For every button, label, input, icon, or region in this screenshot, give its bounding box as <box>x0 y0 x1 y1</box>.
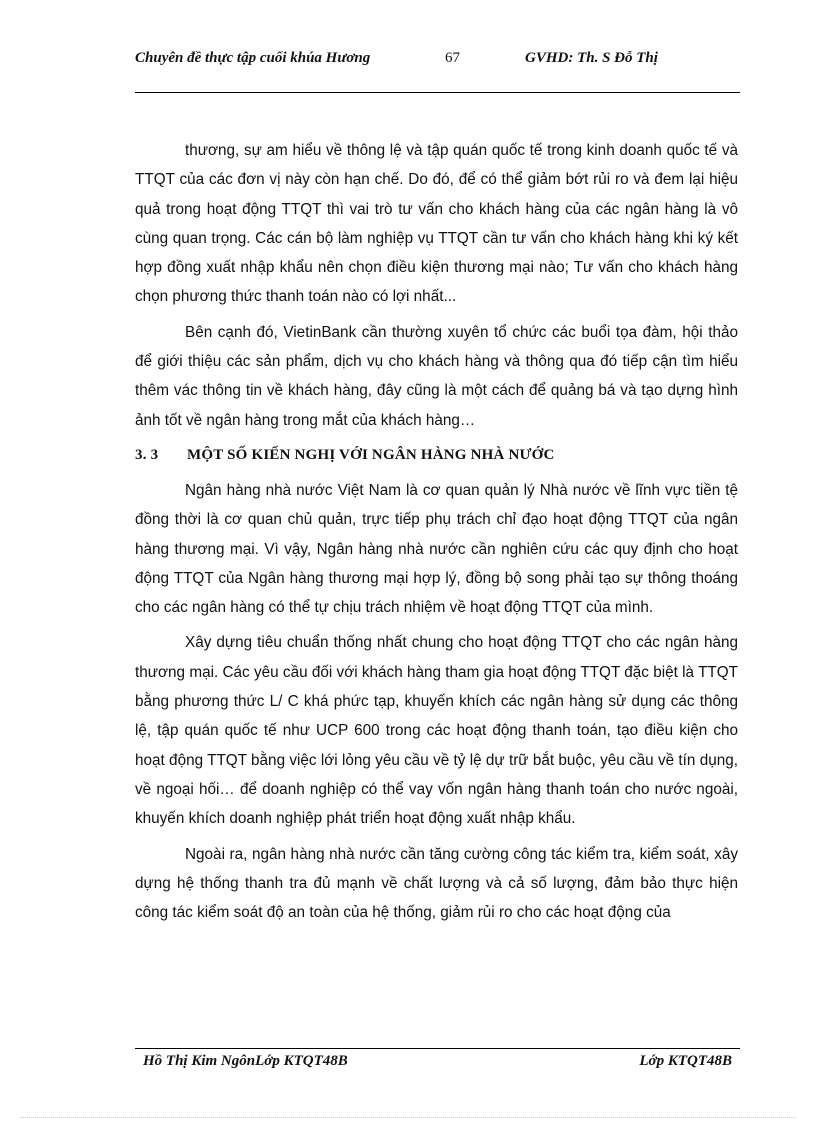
header-page-number: 67 <box>445 50 460 66</box>
body-paragraph-5: Ngoài ra, ngân hàng nhà nước cần tăng cường công tác kiểm tra, kiểm soát, xây dựng hệ thống thanh tra đủ mạnh về chất lượng và cả số lượng, đảm bảo thực hiện công tác kiểm soát độ an toàn của hệ thống, giảm rủi ro cho các hoạt động của <box>135 845 738 922</box>
body-paragraph-3: Ngân hàng nhà nước Việt Nam là cơ quan quản lý Nhà nước về lĩnh vực tiền tệ đồng thời là cơ quan chủ quản, trực tiếp phụ trách chỉ đạo hoạt động TTQT của ngân hàng thương mại. Vì vậy, Ngân hàng nhà nước cần nghiên cứu các quy định cho hoạt động TTQT của Ngân hàng thương mại hợp lý, đồng bộ song phải tạo sự thông thoáng cho các ngân hàng có thể tự chịu trách nhiệm về hoạt động TTQT của mình. <box>135 481 738 617</box>
section-heading <box>135 441 738 470</box>
page-header <box>135 48 740 93</box>
page-footer <box>135 1048 740 1075</box>
header-report-title: Chuyên đề thực tập cuối khúa Hương <box>135 50 371 66</box>
body-paragraph-1: thương, sự am hiểu về thông lệ và tập quán quốc tế trong kinh doanh quốc tế và TTQT của các đơn vị này còn hạn chế. Do đó, để có thể giảm bớt rủi ro và đem lại hiệu quả trong hoạt động TTQT thì vai trò tư vấn cho khách hàng của các ngân hàng là vô cùng quan trọng. Các cán bộ làm nghiệp vụ TTQT cần tư vấn cho khách hàng khi ký kết hợp đồng xuất nhập khẩu nên chọn điều kiện thương mại nào; Tư vấn cho khách hàng chọn phương thức thanh toán nào có lợi nhất... <box>135 142 738 306</box>
document-body <box>135 136 738 933</box>
body-paragraph-2: Bên cạnh đó, VietinBank cần thường xuyên tổ chức các buổi tọa đàm, hội thảo để giới thiệu các sản phẩm, dịch vụ cho khách hàng và thông qua đó tiếp cận tìm hiểu thêm vác thông tin về khách hàng, đây cũng là một cách để quảng bá và tạo dựng hình ảnh tốt về ngân hàng trong mắt của khách hàng… <box>135 323 738 429</box>
page-edge-divider <box>20 1117 796 1118</box>
section-number: 3. 3 <box>135 446 159 463</box>
header-supervisor: GVHD: Th. S Đỗ Thị <box>525 50 658 66</box>
footer-author: Hồ Thị Kim NgônLớp KTQT48B <box>143 1053 348 1069</box>
footer-class: Lớp KTQT48B <box>639 1053 732 1069</box>
body-paragraph-4: Xây dựng tiêu chuẩn thống nhất chung cho hoạt động TTQT cho các ngân hàng thương mại. Các yêu cầu đối với khách hàng tham gia hoạt động TTQT đặc biệt là TTQT bằng phương thức L/ C khá phức tạp, khuyến khích các ngân hàng sử dụng các thông lệ, tập quán quốc tế như UCP 600 trong các hoạt động thanh toán, tạo điều kiện cho hoạt động TTQT bằng việc lới lỏng yêu cầu về tỷ lệ dự trữ bắt buộc, yêu cầu về tín dụng, về ngoại hối… để doanh nghiệp có thể vay vốn ngân hàng thanh toán cho nước ngoài, khuyến khích doanh nghiệp phát triển hoạt động xuất nhập khẩu. <box>135 634 738 828</box>
section-title: MỘT SỐ KIẾN NGHỊ VỚI NGÂN HÀNG NHÀ NƯỚC <box>187 446 555 463</box>
